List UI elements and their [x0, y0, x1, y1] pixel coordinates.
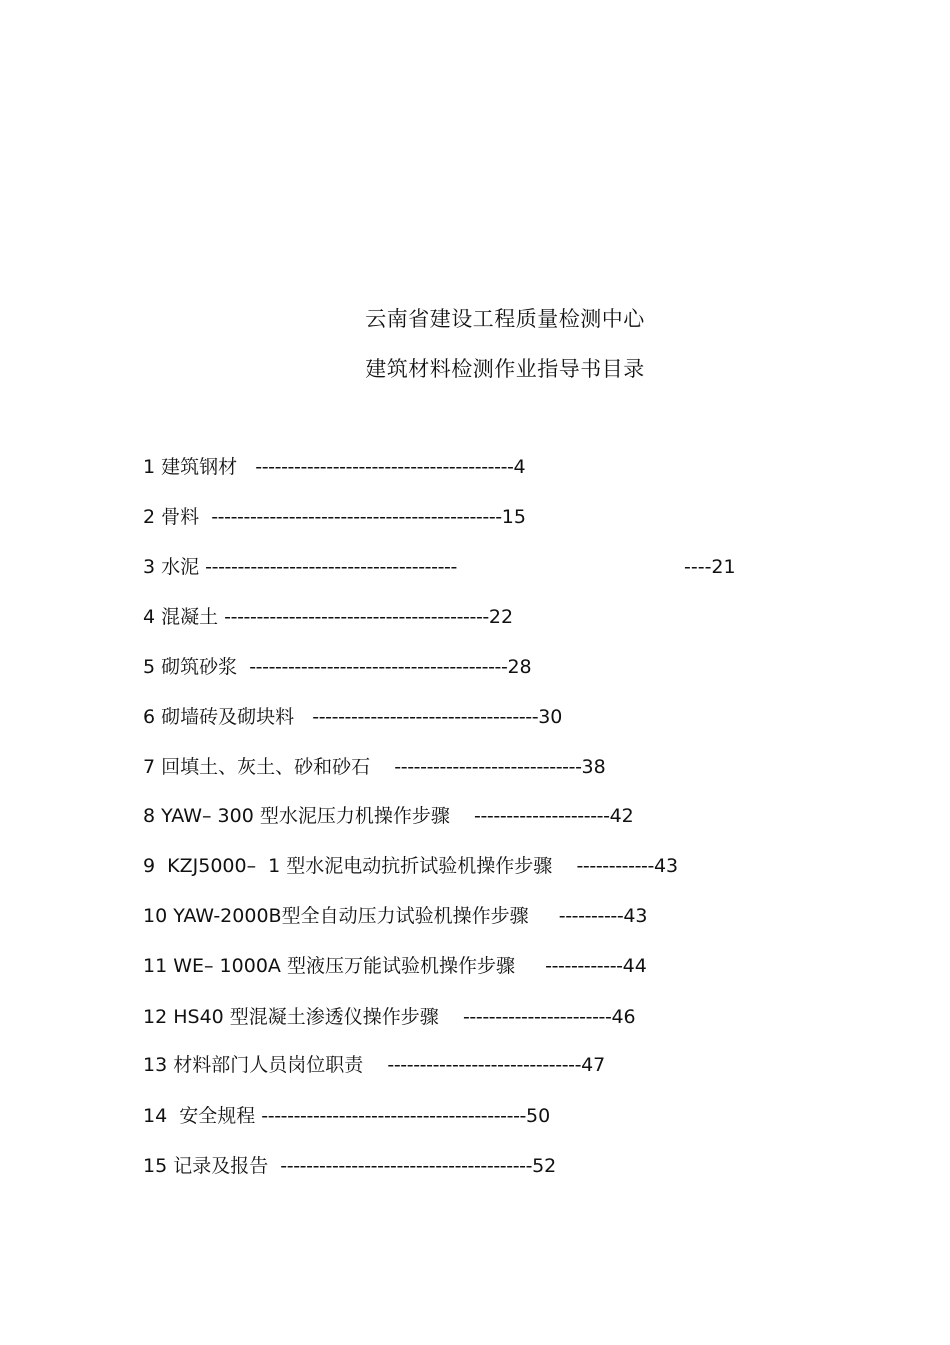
toc-entry	[143, 655, 532, 679]
toc-page: 43	[653, 855, 679, 877]
toc-page: 28	[507, 656, 532, 678]
toc-entry	[143, 705, 562, 729]
toc-leader: -----------------------------------------	[224, 606, 489, 628]
toc-leader: ---------------------------------------------	[211, 506, 502, 528]
toc-leader: -----------------------------------------	[261, 1105, 526, 1127]
toc-label: 6 砌墙砖及砌块料	[143, 706, 313, 728]
toc-entry	[143, 854, 678, 878]
toc-leader: ----------	[558, 905, 624, 927]
toc-entry	[143, 505, 526, 529]
toc-label: 11 WE– 1000A 型液压万能试验机操作步骤	[143, 955, 546, 977]
toc-page: 46	[611, 1006, 636, 1028]
toc-label: 1 建筑钢材	[143, 456, 256, 478]
toc-leader: ------------	[545, 955, 623, 977]
toc-label: 13 材料部门人员岗位职责	[143, 1054, 388, 1076]
toc-page: 38	[581, 756, 606, 778]
toc-label: 7 回填土、灰土、砂和砂石	[143, 756, 395, 778]
toc-label: 10 YAW-2000B型全自动压力试验机操作步骤	[143, 905, 559, 927]
toc-leader: -----------------------------------	[312, 706, 539, 728]
toc-leader: -----------------------------	[394, 756, 582, 778]
toc-page: 22	[488, 606, 514, 628]
toc-page: 15	[501, 506, 526, 528]
toc-page: 50	[526, 1105, 551, 1127]
toc-leader: ----------------------------------------	[249, 656, 508, 678]
toc-page: 43	[623, 905, 648, 927]
toc-entry	[143, 555, 457, 579]
toc-leader: ---------------------	[474, 805, 610, 827]
toc-entry	[143, 605, 513, 629]
toc-label: 2 骨料	[143, 506, 212, 528]
toc-label: 4 混凝土	[143, 606, 225, 628]
toc-entry	[143, 1104, 550, 1128]
toc-label: 15 记录及报告	[143, 1155, 281, 1177]
toc-label: 9 KZJ5000– 1 型水泥电动抗折试验机操作步骤	[143, 855, 577, 877]
toc-page-far: ----21	[684, 556, 736, 578]
toc-entry	[143, 455, 526, 479]
toc-entry	[143, 904, 648, 928]
toc-leader: ------------	[576, 855, 654, 877]
org-title: 云南省建设工程质量检测中心	[365, 307, 645, 331]
toc-leader: ---------------------------------------	[280, 1155, 533, 1177]
toc-leader: -----------------------	[462, 1006, 612, 1028]
toc-leader: ------------------------------	[387, 1054, 582, 1076]
toc-page: 30	[538, 706, 563, 728]
toc-label: 3 水泥	[143, 556, 206, 578]
toc-page: 42	[609, 805, 634, 827]
toc-entry	[143, 804, 634, 828]
toc-entry	[143, 755, 606, 779]
toc-entry	[143, 1154, 556, 1178]
toc-label: 12 HS40 型混凝土渗透仪操作步骤	[143, 1006, 463, 1028]
toc-page: 44	[622, 955, 647, 977]
toc-page: 52	[532, 1155, 557, 1177]
toc-entry	[143, 1005, 636, 1029]
toc-leader: ---------------------------------------	[205, 556, 457, 578]
toc-entry	[143, 954, 647, 978]
toc-page: 47	[581, 1054, 606, 1076]
toc-page: 4	[513, 456, 526, 478]
document-title: 建筑材料检测作业指导书目录	[365, 357, 645, 381]
toc-label: 8 YAW– 300 型水泥压力机操作步骤	[143, 805, 475, 827]
toc-entry	[143, 1053, 605, 1077]
toc-label: 5 砌筑砂浆	[143, 656, 250, 678]
toc-leader: ----------------------------------------	[255, 456, 514, 478]
toc-label: 14 安全规程	[143, 1105, 262, 1127]
